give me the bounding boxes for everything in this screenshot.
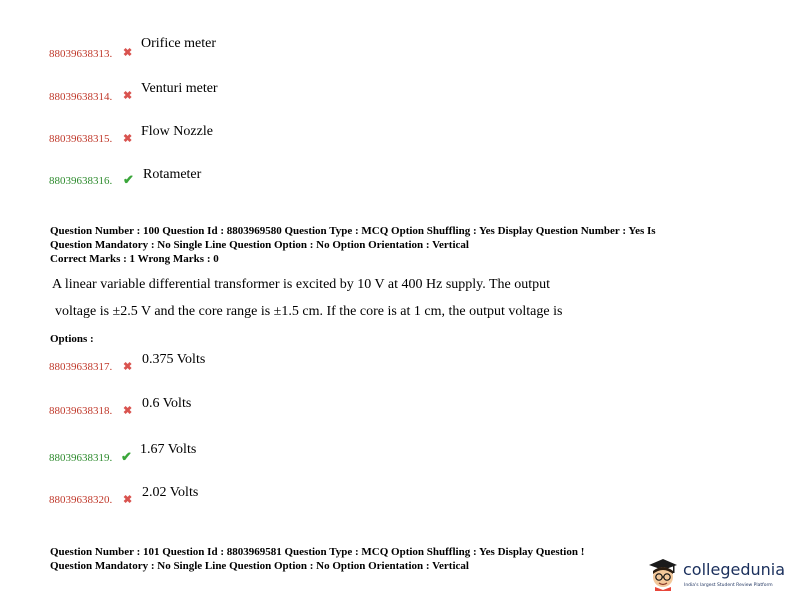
question-meta-line: Question Number : 100 Question Id : 8803969580 Question Type : MCQ Option Shuffling : Yes Display Question Number : Yes Is bbox=[50, 225, 656, 237]
check-icon: ✔ bbox=[121, 449, 132, 464]
option-text: 2.02 Volts bbox=[142, 485, 199, 500]
option-id: 88039638315. bbox=[49, 133, 113, 145]
logo-name: collegedunia bbox=[683, 560, 786, 579]
cross-icon: ✖ bbox=[123, 90, 133, 102]
question-meta bbox=[50, 224, 656, 266]
cross-icon: ✖ bbox=[123, 405, 133, 417]
option-text: Rotameter bbox=[143, 167, 202, 182]
option-id: 88039638319. bbox=[49, 452, 113, 464]
question-text-line: voltage is ±2.5 V and the core range is ±1.5 cm. If the core is at 1 cm, the output voltage is bbox=[55, 304, 563, 319]
question-marks: Correct Marks : 1 Wrong Marks : 0 bbox=[50, 253, 219, 265]
option-text: Orifice meter bbox=[141, 36, 217, 51]
option-id: 88039638320. bbox=[49, 494, 113, 506]
option-id: 88039638314. bbox=[49, 91, 113, 103]
check-icon: ✔ bbox=[123, 172, 134, 187]
cross-icon: ✖ bbox=[123, 47, 133, 59]
question-meta-line: Question Number : 101 Question Id : 8803969581 Question Type : MCQ Option Shuffling : Yes Display Question ! bbox=[50, 546, 585, 558]
question-meta bbox=[50, 545, 584, 573]
option-text: 0.6 Volts bbox=[142, 396, 192, 411]
option-text: Flow Nozzle bbox=[141, 124, 213, 139]
option-text: Venturi meter bbox=[141, 81, 218, 96]
cross-icon: ✖ bbox=[123, 361, 133, 373]
option-id: 88039638317. bbox=[49, 361, 113, 373]
question-text-line: A linear variable differential transformer is excited by 10 V at 400 Hz supply. The output bbox=[52, 277, 551, 292]
collegedunia-logo bbox=[647, 557, 787, 597]
question-text bbox=[52, 271, 562, 325]
question-meta-line: Question Mandatory : No Single Line Question Option : No Option Orientation : Vertical bbox=[50, 560, 469, 572]
cross-icon: ✖ bbox=[123, 133, 133, 145]
option-text: 0.375 Volts bbox=[142, 352, 206, 367]
cross-icon: ✖ bbox=[123, 494, 133, 506]
logo-tagline: India's largest Student Review Platform bbox=[684, 583, 773, 588]
option-text: 1.67 Volts bbox=[140, 442, 197, 457]
question-meta-line: Question Mandatory : No Single Line Question Option : No Option Orientation : Vertical bbox=[50, 239, 469, 251]
option-id: 88039638313. bbox=[49, 48, 113, 60]
options-label: Options : bbox=[50, 333, 94, 345]
option-id: 88039638318. bbox=[49, 405, 113, 417]
student-mascot-icon bbox=[647, 557, 679, 591]
option-id: 88039638316. bbox=[49, 175, 113, 187]
